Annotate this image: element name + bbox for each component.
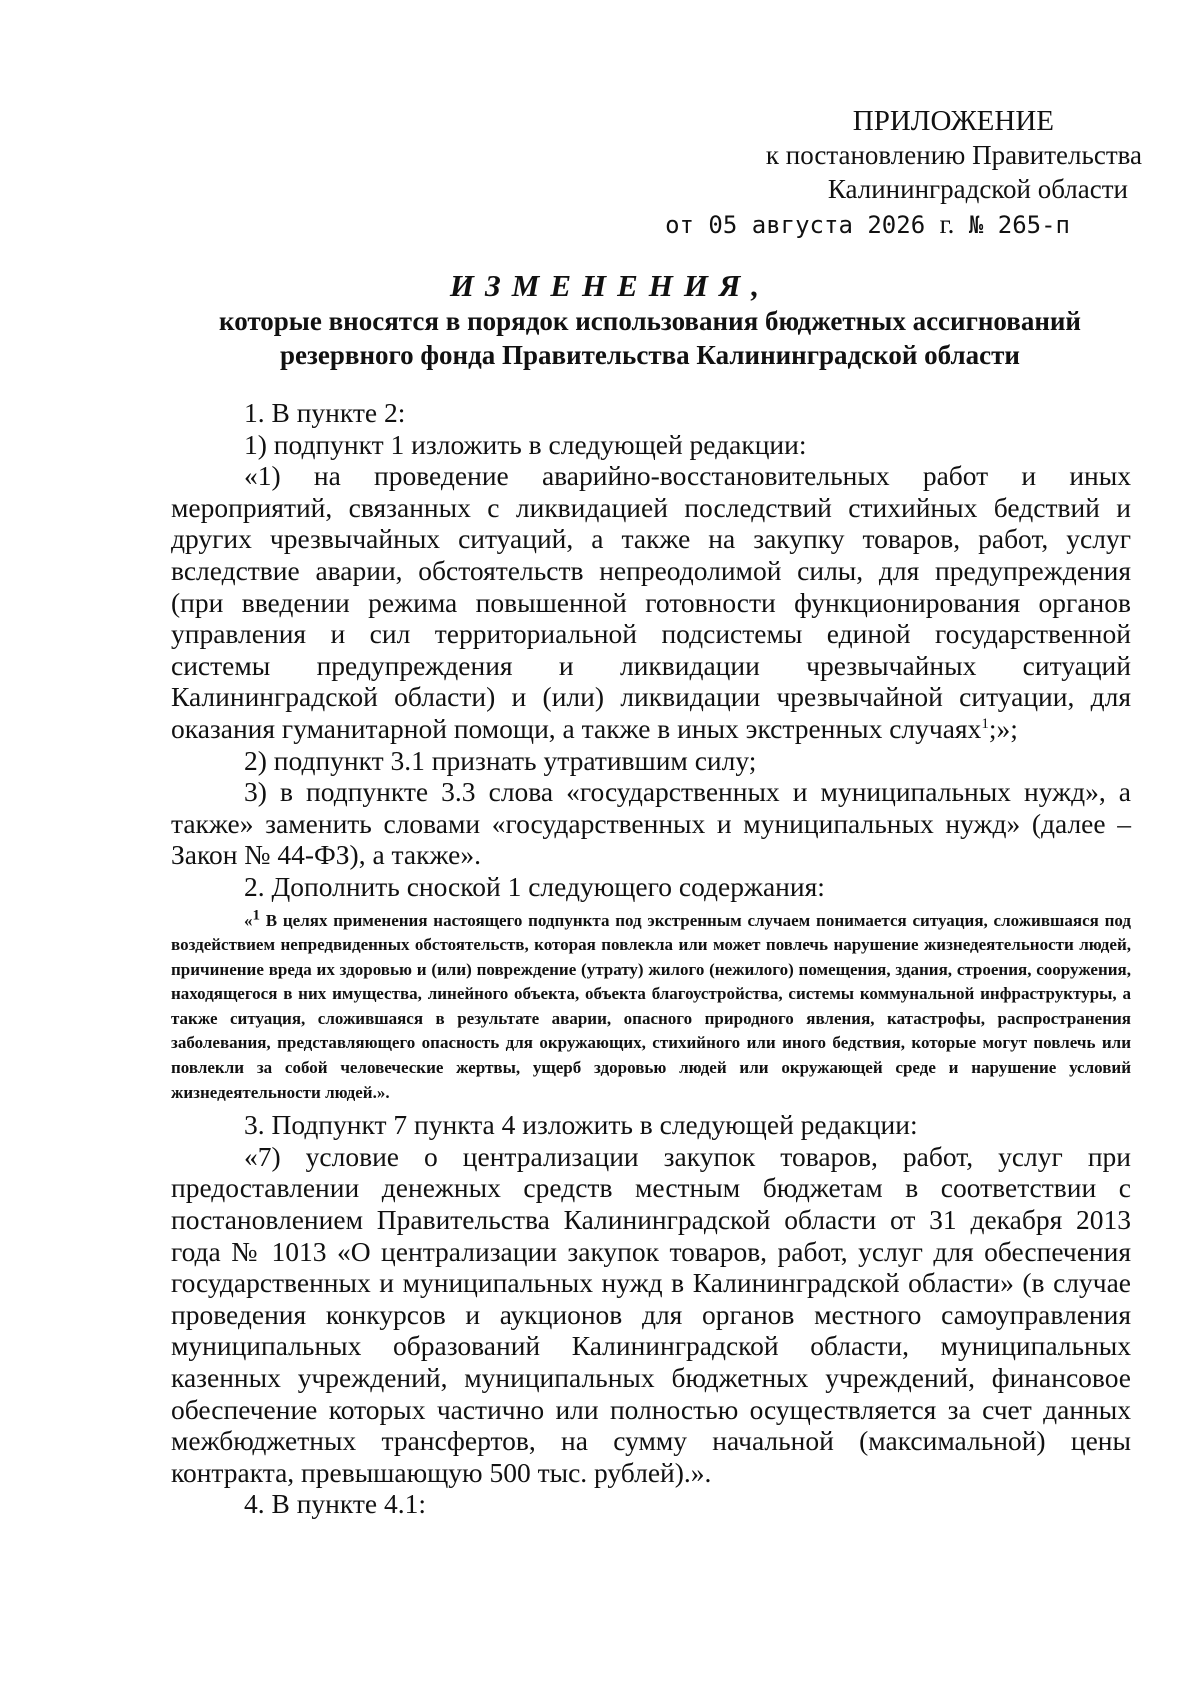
appendix-line-1: к постановлению Правительства — [765, 140, 1142, 170]
paragraph: «7) условие о централизации закупок товаров, работ, услуг при предоставлении денежных средств местным бюджетам в соответствии с постановлением Правительства Калининградской области от 31 декабря 2013 года № 1013 «О централизации закупок товаров, работ, услуг для обеспечения государственных и муниципальных нужд в Калининградской области» (в случае проведения конкурсов и аукционов для органов местного самоуправления муниципальных образований Калининградской области, муниципальных казенных учреждений, муниципальных бюджетных учреждений, финансовое обеспечение которых частично или полностью осуществляется за счет данных межбюджетных трансфертов, на сумму начальной (максимальной) цены контракта, превышающую 500 тыс. рублей).». — [171, 1140, 1131, 1488]
paragraph: 2) подпункт 3.1 признать утратившим силу; — [244, 744, 757, 776]
document-subtitle: которые вносятся в порядок использования бюджетных ассигнований резервного фонда Правительства Калининградской области — [219, 306, 1081, 370]
footnote-block — [171, 906, 1131, 1106]
footnote-ref: 1 — [981, 715, 989, 732]
appendix-number: № 265-п — [968, 211, 1070, 239]
paragraph: 4. В пункте 4.1: — [244, 1488, 427, 1520]
appendix-header — [582, 104, 1142, 243]
appendix-date: от 05 августа 2026 — [665, 211, 926, 239]
appendix-title: ПРИЛОЖЕНИЕ — [852, 105, 1054, 137]
document-title: ИЗМЕНЕНИЯ, — [449, 268, 771, 303]
footnote-text — [171, 906, 1131, 1106]
paragraph-text: ;»; — [988, 712, 1018, 744]
paragraph: 2. Дополнить сноской 1 следующего содержания: — [244, 870, 825, 902]
footnote-marker: 1 — [252, 906, 260, 923]
appendix-line-2: Калининградской области — [827, 174, 1128, 204]
footnote-content: В целях применения настоящего подпункта под экстренным случаем понимается ситуация, сложившаяся под воздействием непредвиденных обстоятельств, которая повлекла или может повлечь нарушение жизнедеятельности людей, причинение вреда их здоровью и (или) повреждение (утрату) жилого (нежилого) помещения, здания, строения, сооружения, находящегося в них имущества, линейного объекта, объекта благоустройства, системы коммунальной инфраструктуры, а также ситуация, сложившаяся в результате аварии, опасного природного явления, катастрофы, распространения заболевания, представляющего опасность для окружающих, стихийного или иного бедствия, которые могут повлечь или повлекли за собой человеческие жертвы, ущерб здоровью людей или окружающей среде и нарушение условий жизнедеятельности людей.». — [171, 910, 1131, 1102]
paragraph: 1. В пункте 2: — [244, 397, 406, 428]
paragraph — [171, 460, 1131, 744]
paragraph: 3. Подпункт 7 пункта 4 изложить в следующей редакции: — [244, 1109, 918, 1141]
appendix-date-line — [582, 206, 1070, 243]
appendix-year-mark: г. — [939, 209, 955, 239]
paragraph-text: «1) на проведение аварийно-восстановительных работ и иных мероприятий, связанных с ликвидацией последствий стихийных бедствий и других чрезвычайных ситуаций, а также на закупку товаров, работ, услуг вследствие аварии, обстоятельств непреодолимой силы, для предупреждения (при введении режима повышенной готовности функционирования органов управления и сил территориальной подсистемы единой государственной системы предупреждения и ликвидации чрезвычайных ситуаций Калининградской области) и (или) ликвидации чрезвычайной ситуации, для оказания гуманитарной помощи, а также в иных экстренных случаях — [171, 460, 1131, 744]
document-body — [171, 397, 1131, 1520]
paragraph: 3) в подпункте 3.3 слова «государственных и муниципальных нужд», а также» заменить словами «государственных и муниципальных нужд» (далее – Закон № 44-ФЗ), а также». — [171, 776, 1131, 871]
footnote-open-quote: « — [244, 910, 253, 930]
paragraph: 1) подпункт 1 изложить в следующей редакции: — [244, 428, 807, 460]
